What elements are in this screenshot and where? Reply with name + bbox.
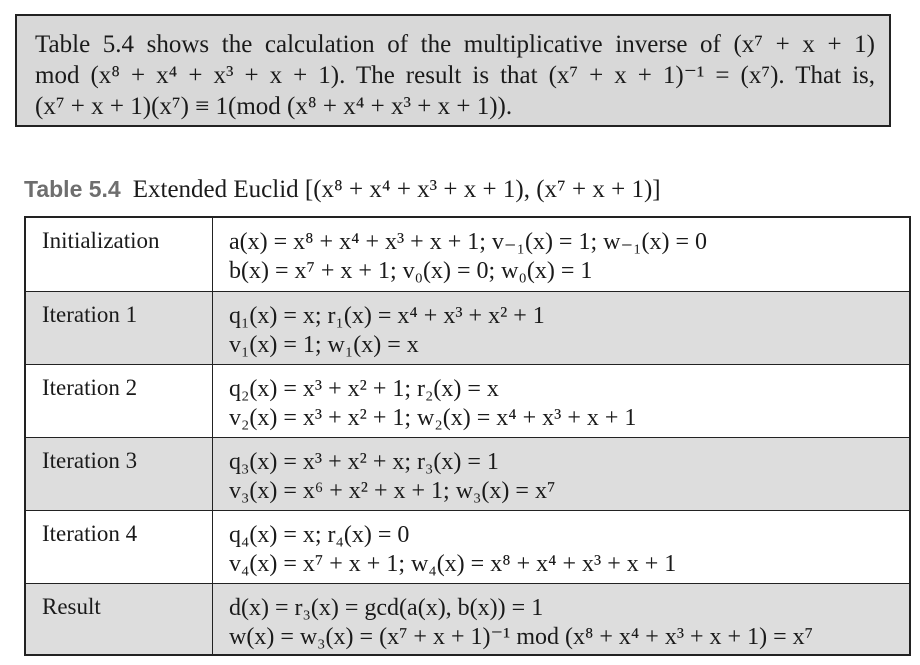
row-label: Result — [25, 583, 213, 655]
equation-line: q₁(x) = x; r₁(x) = x⁴ + x³ + x² + 1 — [229, 302, 545, 329]
equation-line: v₄(x) = x⁷ + x + 1; w₄(x) = x⁸ + x⁴ + x³ + x + 1 — [229, 550, 677, 577]
row-equations — [213, 510, 911, 583]
table-caption — [24, 176, 661, 204]
table-number: Table 5.4 — [24, 176, 121, 202]
table-row — [25, 291, 910, 364]
row-label: Iteration 1 — [25, 291, 213, 364]
table-row — [25, 364, 910, 437]
equation-line: a(x) = x⁸ + x⁴ + x³ + x + 1; v₋₁(x) = 1; w₋₁(x) = 0 — [229, 229, 708, 255]
equation-line: d(x) = r₃(x) = gcd(a(x), b(x)) = 1 — [229, 594, 544, 621]
explanation-line: Table 5.4 shows the calculation of the multiplicative inverse of (x⁷ + x + 1) — [35, 31, 875, 58]
equation-line: q₃(x) = x³ + x² + x; r₃(x) = 1 — [229, 448, 499, 475]
row-label: Iteration 2 — [25, 364, 213, 437]
explanation-box — [15, 14, 891, 127]
euclid-table — [24, 216, 911, 656]
row-equations — [213, 437, 911, 510]
table-row — [25, 217, 910, 291]
equation-line: q₄(x) = x; r₄(x) = 0 — [229, 521, 410, 548]
equation-line: q₂(x) = x³ + x² + 1; r₂(x) = x — [229, 375, 499, 402]
equation-line: w(x) = w₃(x) = (x⁷ + x + 1)⁻¹ mod (x⁸ + x⁴ + x³ + x + 1) = x⁷ — [229, 623, 813, 650]
table-title: Extended Euclid [(x⁸ + x⁴ + x³ + x + 1), (x⁷ + x + 1)] — [132, 176, 661, 203]
explanation-line: mod (x⁸ + x⁴ + x³ + x + 1). The result is that (x⁷ + x + 1)⁻¹ = (x⁷). That is, — [35, 62, 875, 89]
explanation-line: (x⁷ + x + 1)(x⁷) ≡ 1(mod (x⁸ + x⁴ + x³ + x + 1)). — [35, 93, 513, 120]
row-equations — [213, 291, 911, 364]
equation-line: v₁(x) = 1; w₁(x) = x — [229, 331, 419, 358]
row-label: Iteration 4 — [25, 510, 213, 583]
row-equations — [213, 583, 911, 655]
equation-line: v₃(x) = x⁶ + x² + x + 1; w₃(x) = x⁷ — [229, 477, 556, 504]
table-row — [25, 437, 910, 510]
row-equations — [213, 364, 911, 437]
table-row — [25, 583, 910, 655]
row-equations — [213, 217, 911, 291]
equation-line: b(x) = x⁷ + x + 1; v₀(x) = 0; w₀(x) = 1 — [229, 258, 593, 284]
row-label: Iteration 3 — [25, 437, 213, 510]
row-label: Initialization — [25, 217, 213, 291]
equation-line: v₂(x) = x³ + x² + 1; w₂(x) = x⁴ + x³ + x + 1 — [229, 404, 637, 431]
table-row — [25, 510, 910, 583]
